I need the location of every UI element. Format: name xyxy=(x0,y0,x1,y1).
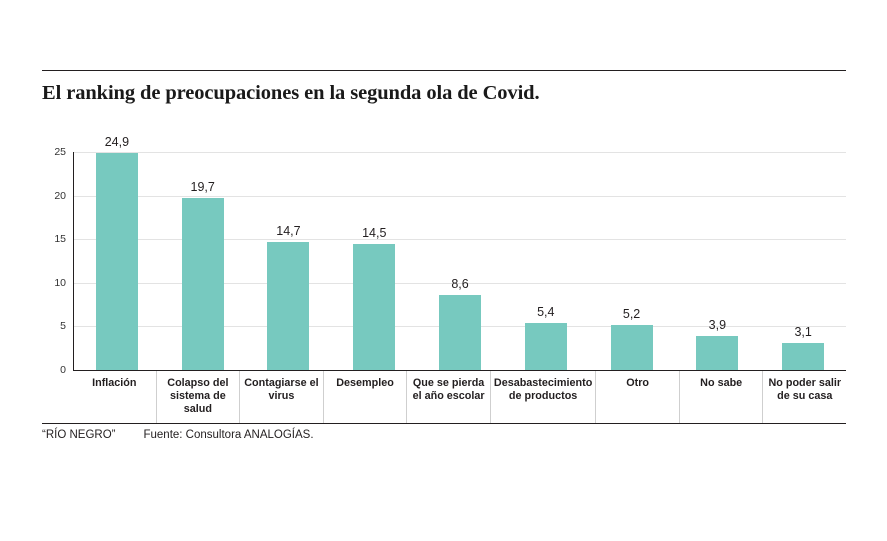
bar-slot xyxy=(674,152,760,370)
category-axis-labels xyxy=(73,371,846,423)
category-label: Contagiarse el virus xyxy=(240,371,324,423)
category-label: No sabe xyxy=(680,371,764,423)
plot-area xyxy=(42,134,846,376)
top-divider xyxy=(42,70,846,71)
bar-value-label: 19,7 xyxy=(190,180,215,195)
y-axis-tick-label: 20 xyxy=(54,189,66,202)
y-axis-tick-label: 25 xyxy=(54,146,66,158)
bar-value-label: 24,9 xyxy=(104,134,130,149)
bar-slot xyxy=(589,152,675,370)
category-label: No poder salir de su casa xyxy=(768,377,842,402)
bar-slot xyxy=(74,134,160,370)
bar[interactable] xyxy=(782,343,824,370)
bar-slot xyxy=(417,152,503,370)
bar-value-label: 14,7 xyxy=(276,223,301,238)
bar[interactable] xyxy=(525,323,567,370)
bar-slot xyxy=(331,152,417,370)
bar-value-label: 5,2 xyxy=(622,306,641,321)
y-axis-tick-label: 10 xyxy=(54,276,66,289)
y-axis-tick-label: 5 xyxy=(60,320,66,333)
bar-slot xyxy=(246,152,332,370)
category-label: Que se pierda el año escolar xyxy=(407,371,491,423)
page-title: El ranking de preocupaciones en la segunda ola de Covid. xyxy=(42,82,540,104)
bar-value-label: 3,9 xyxy=(708,318,727,332)
bar-slot xyxy=(160,152,246,370)
bar-value-label: 8,6 xyxy=(451,277,469,292)
bar[interactable] xyxy=(439,295,481,370)
y-axis-tick-label: 0 xyxy=(60,364,66,376)
bar[interactable] xyxy=(96,153,138,370)
bar[interactable] xyxy=(182,198,224,370)
source-label: Fuente: Consultora ANALOGÍAS. xyxy=(143,429,314,441)
bar[interactable] xyxy=(267,242,309,370)
y-axis-tick-label: 15 xyxy=(54,233,66,246)
bar-slot xyxy=(503,152,589,370)
bar[interactable] xyxy=(611,325,653,370)
bar[interactable] xyxy=(696,336,738,370)
bottom-divider xyxy=(42,423,846,424)
bar-slot xyxy=(760,152,846,370)
grid-area xyxy=(73,134,846,371)
footer xyxy=(42,429,846,441)
category-label: Otro xyxy=(596,371,680,423)
category-label: Colapso del sistema de salud xyxy=(157,371,241,423)
category-label: Desempleo xyxy=(324,371,408,423)
brand-label: “RÍO NEGRO” xyxy=(42,429,116,441)
bar-series xyxy=(74,134,846,370)
category-label: Desabastecimiento de productos xyxy=(491,371,596,423)
bar[interactable] xyxy=(353,244,395,370)
bar-value-label: 3,1 xyxy=(794,324,812,339)
category-label: Inflación xyxy=(73,371,157,423)
bar-value-label: 14,5 xyxy=(362,225,387,240)
bar-value-label: 5,4 xyxy=(537,304,555,319)
y-axis xyxy=(42,146,70,376)
